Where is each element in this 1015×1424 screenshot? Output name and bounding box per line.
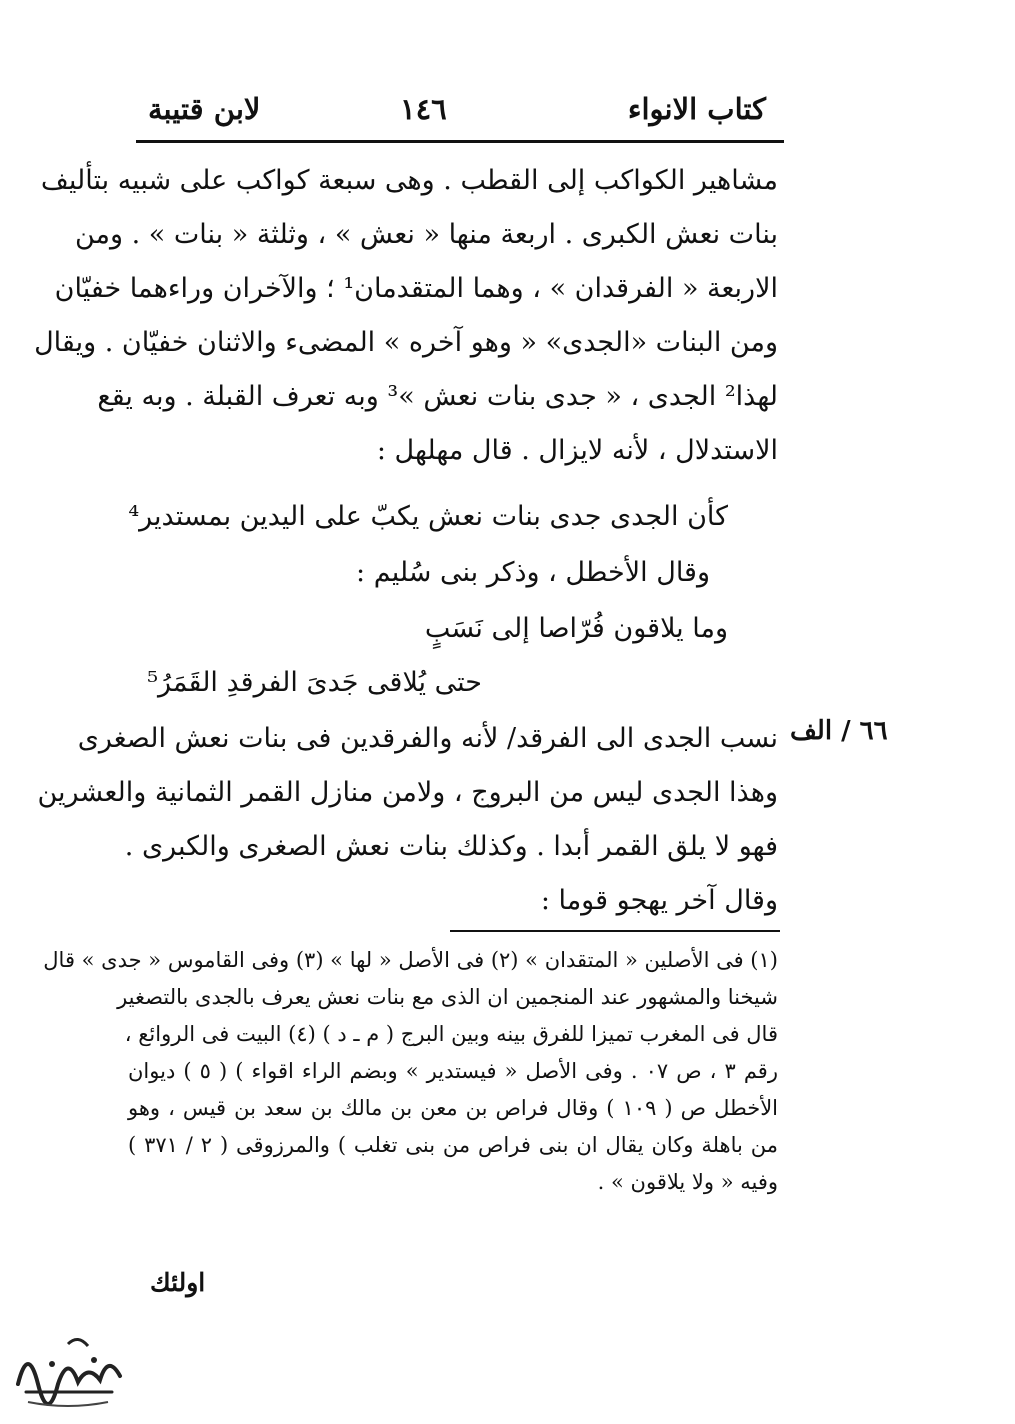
calligraphy-logo-icon (8, 1324, 128, 1414)
catchword: اولئك (150, 1268, 206, 1297)
text-line: الاربعة « الفرقدان » ، وهما المتقدمان¹ ؛ والآخران وراءهما خفيّان (54, 273, 778, 304)
text-line: وهذا الجدى ليس من البروج ، ولامن منازل القمر الثمانية والعشرين (37, 777, 778, 808)
verse-line: كأن الجدى جدى بنات نعش يكبّ على اليدين بمستدير⁴ (128, 501, 728, 532)
text-line: لهذا² الجدى ، « جدى بنات نعش »³ وبه تعرف القبلة . وبه يقع (97, 381, 778, 412)
page-number: ١٤٦ (400, 92, 447, 126)
main-text-bottom (37, 712, 778, 928)
verse-line: حتى يُلاقى جَدىَ الفرقدِ القَمَرُ⁵ (147, 667, 482, 698)
footnote-line: شيخنا والمشهور عند المنجمين ان الذى مع بنات نعش يعرف بالجدى بالتصغير (117, 985, 778, 1009)
text-line: مشاهير الكواكب إلى القطب . وهى سبعة كواكب على شبيه بتأليف (40, 165, 778, 196)
manuscript-folio-note: ٦٦ / الف (790, 716, 888, 746)
footnote-line: قال فى المغرب تميزا للفرق بينه وبين البرج ( م ـ د ) (٤) البيت فى الروائع ، (124, 1022, 778, 1046)
header-rule (136, 140, 784, 143)
footnote-line: من باهلة وكان يقال ان بنى فراص من بنى تغلب ) والمرزوقى ( ٢ / ٣٧١ ) (128, 1133, 778, 1157)
footnote-line: (١) فى الأصلين « المتقدان » (٢) فى الأصل « لها » (٣) وفى القاموس « جدى » قال (43, 948, 778, 972)
text-line: ومن البنات «الجدى» « وهو آخره » المضىء والاثنان خفيّان . ويقال (34, 327, 778, 358)
footnote-rule (450, 930, 780, 932)
text-line: وقال آخر يهجو قوما : (540, 885, 778, 916)
text-line: فهو لا يلق القمر أبدا . وكذلك بنات نعش الصغرى والكبرى . (124, 831, 778, 862)
text-line: الاستدلال ، لأنه لايزال . قال مهلهل : (376, 435, 778, 466)
running-header (140, 92, 780, 138)
footnote-line: رقم ٣ ، ص ٠٧ . وفى الأصل « فيستدير » وبضم الراء اقواء ) ( ٥ ) ديوان (128, 1059, 778, 1083)
text-line: بنات نعش الكبرى . اربعة منها « نعش » ، وثلثة « بنات » . ومن (74, 219, 778, 250)
footnote-line: الأخطل ص ( ١٠٩ ) وقال فراص بن معن بن مالك بن سعد بن قيس ، وهو (128, 1096, 779, 1120)
book-title: كتاب الانواء (627, 92, 766, 126)
author-name: لابن قتيبة (148, 92, 261, 126)
verse-intro: وقال الأخطل ، وذكر بنى سُليم : (356, 557, 710, 588)
main-text-top (34, 154, 778, 478)
footnotes (43, 942, 779, 1201)
text-line: نسب الجدى الى الفرقد/ لأنه والفرقدين فى بنات نعش الصغرى (77, 723, 778, 754)
footnote-line: وفيه « ولا يلاقون » . (597, 1170, 778, 1194)
verse-line: وما يلاقون فُرّاصا إلى نَسَبٍ (424, 613, 728, 644)
